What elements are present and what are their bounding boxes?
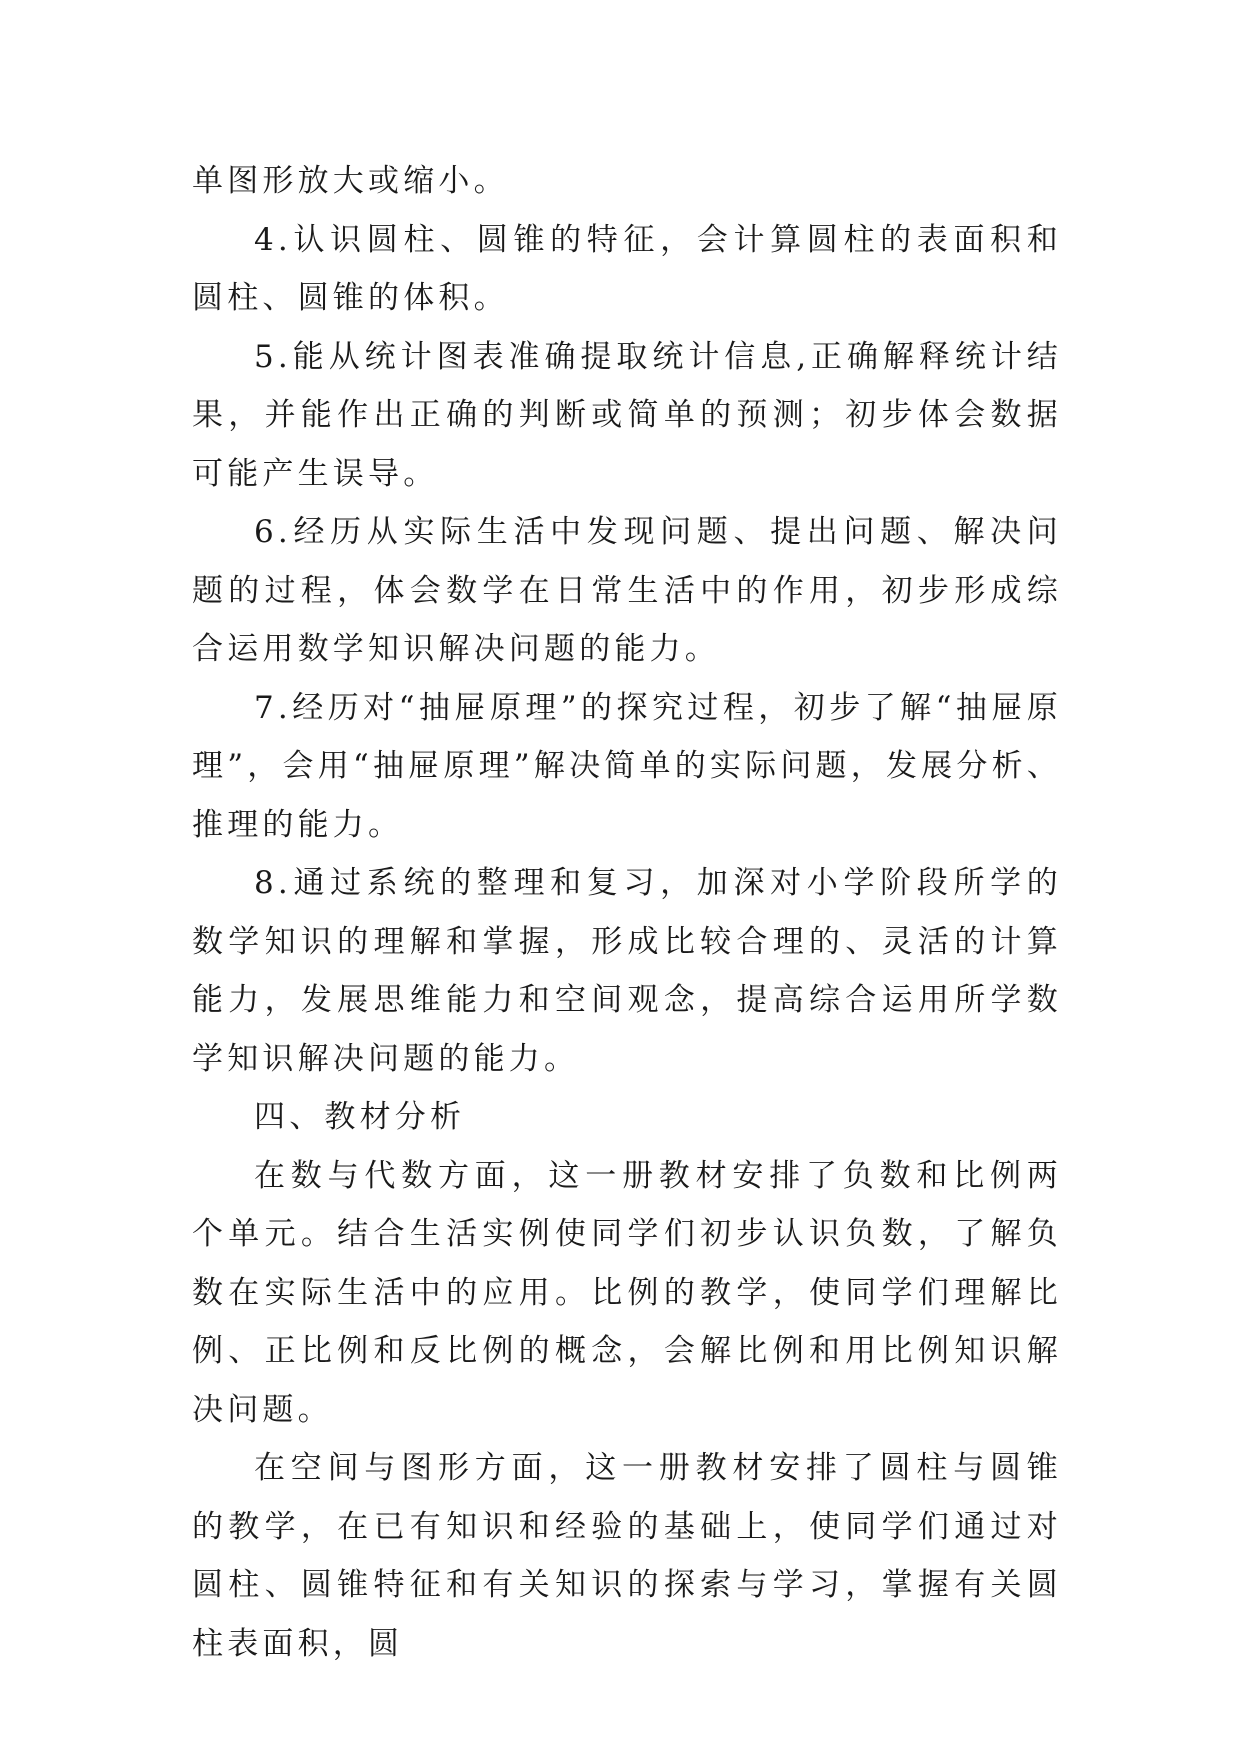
section-heading: 四、教材分析 <box>254 1099 466 1135</box>
paragraph-item-7: 7.经历对“抽屉原理”的探究过程，初步了解“抽屉原理”，会用“抽屉原理”解决简单的实际问题，发展分析、推理的能力。 <box>192 689 1062 843</box>
paragraph-item-5: 5.能从统计图表准确提取统计信息,正确解释统计结果，并能作出正确的判断或简单的预测；初步体会数据可能产生误导。 <box>192 338 1062 492</box>
paragraph-continuation: 单图形放大或缩小。 <box>192 163 509 199</box>
paragraph-item-4: 4.认识圆柱、圆锥的特征，会计算圆柱的表面积和圆柱、圆锥的体积。 <box>192 221 1062 316</box>
paragraph-number-algebra: 在数与代数方面，这一册教材安排了负数和比例两个单元。结合生活实例使同学们初步认识负数，了解负数在实际生活中的应用。比例的教学，使同学们理解比例、正比例和反比例的概念，会解比例和用比例知识解决问题。 <box>192 1157 1062 1428</box>
paragraph-item-8: 8.通过系统的整理和复习，加深对小学阶段所学的数学知识的理解和掌握，形成比较合理的、灵活的计算能力，发展思维能力和空间观念，提高综合运用所学数学知识解决问题的能力。 <box>192 865 1062 1077</box>
paragraph-space-geometry: 在空间与图形方面，这一册教材安排了圆柱与圆锥的教学，在已有知识和经验的基础上，使同学们通过对圆柱、圆锥特征和有关知识的探索与学习，掌握有关圆柱表面积，圆 <box>192 1450 1062 1662</box>
body-text <box>192 152 1062 1673</box>
paragraph-item-6: 6.经历从实际生活中发现问题、提出问题、解决问题的过程，体会数学在日常生活中的作用，初步形成综合运用数学知识解决问题的能力。 <box>192 514 1062 667</box>
